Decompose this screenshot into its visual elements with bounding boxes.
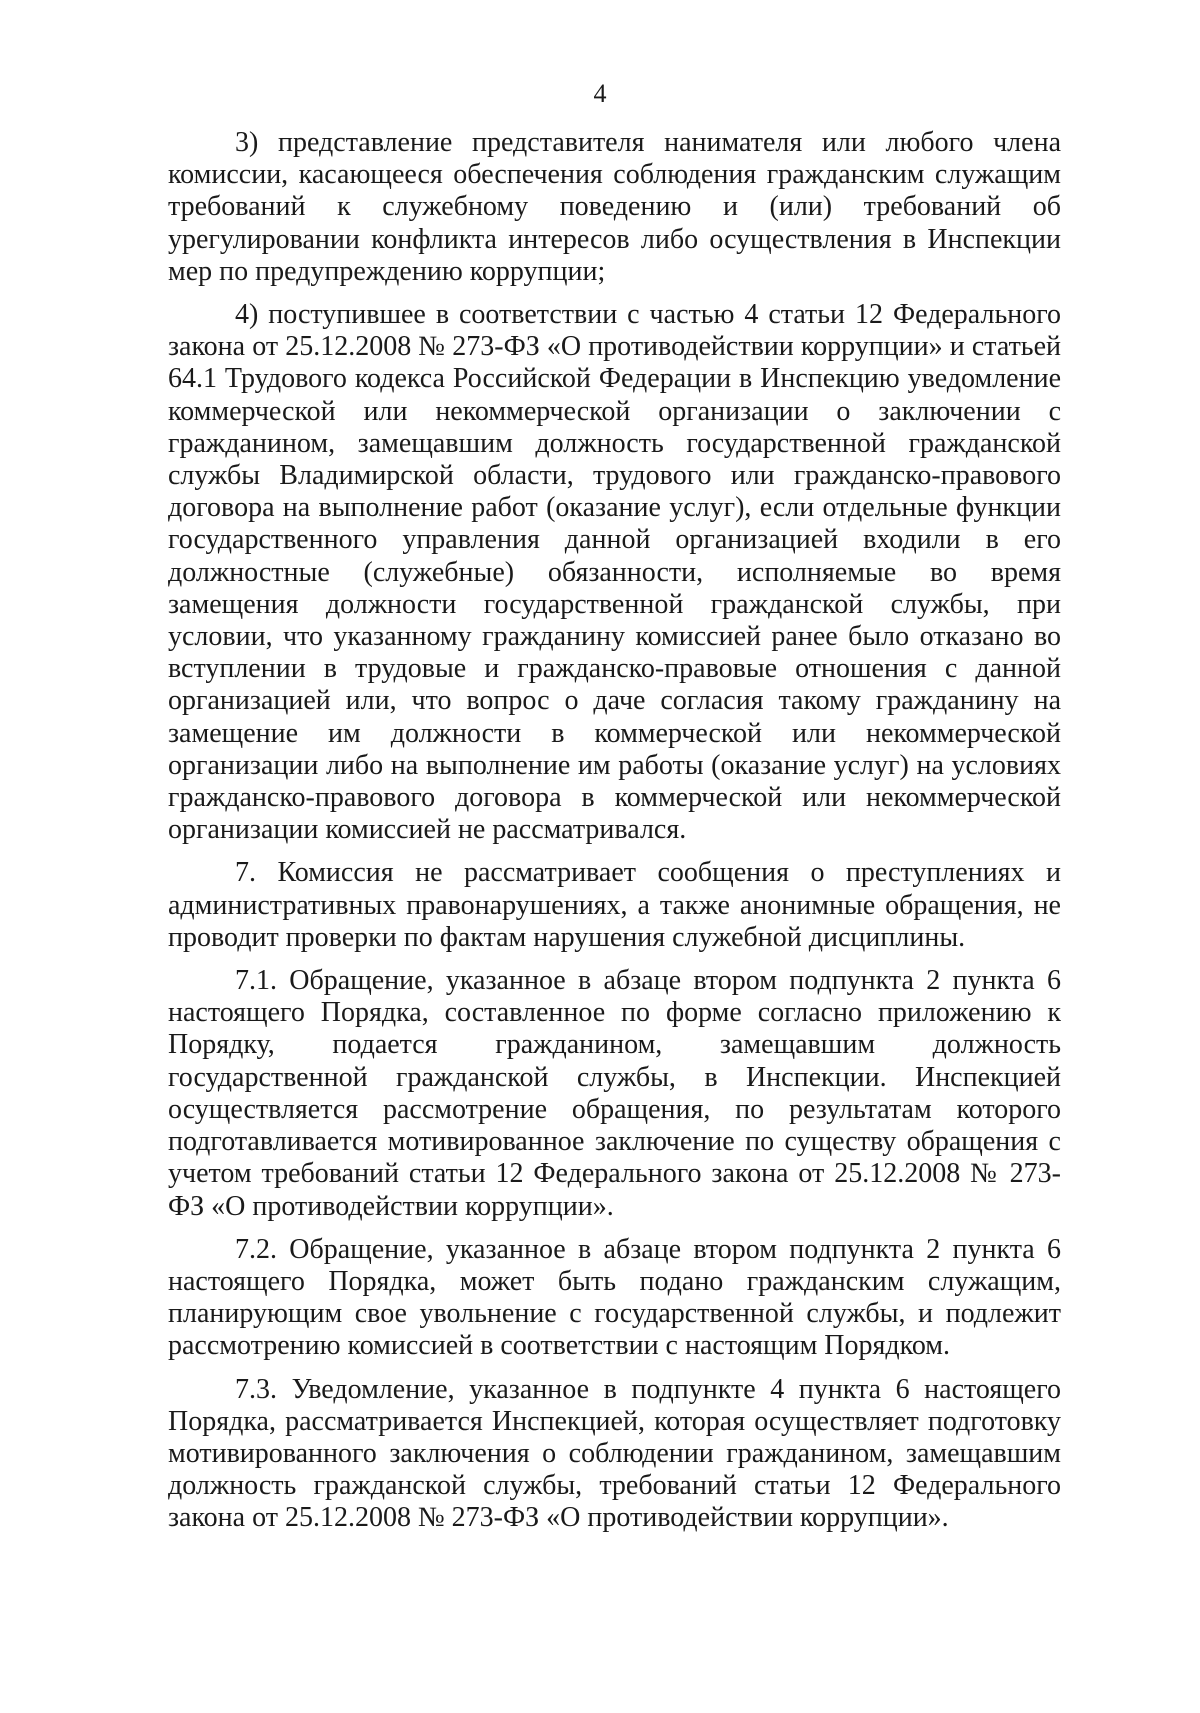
paragraph-item-3: 3) представление представителя нанимателя или любого члена комиссии, касающееся обеспечения соблюдения гражданским служащим требований к служебному поведению и (или) требований об урегулировании конфликта интересов либо осуществления в Инспекции мер по предупреждению коррупции; (168, 127, 1061, 287)
paragraph-clause-7-3: 7.3. Уведомление, указанное в подпункте 4 пункта 6 настоящего Порядка, рассматривается Инспекцией, которая осуществляет подготовку мотивированного заключения о соблюдении гражданином, замещавшим должность гражданской службы, требований статьи 12 Федерального закона от 25.12.2008 № 273-ФЗ «О противодействии коррупции». (168, 1373, 1061, 1534)
paragraph-item-4: 4) поступившее в соответствии с частью 4 статьи 12 Федерального закона от 25.12.2008 № 273-ФЗ «О противодействии коррупции» и статьей 64.1 Трудового кодекса Российской Федерации в Инспекцию уведомление коммерческой или некоммерческой организации о заключении с гражданином, замещавшим должность государственной гражданской службы Владимирской области, трудового или гражданско-правового договора на выполнение работ (оказание услуг), если отдельные функции государственного управления данной организацией входили в его должностные (служебные) обязанности, исполняемые во время замещения должности государственной гражданской службы, при условии, что указанному гражданину комиссией ранее было отказано во вступлении в трудовые и гражданско-правовые отношения с данной организацией или, что вопрос о даче согласия такому гражданину на замещение им должности в коммерческой или некоммерческой организации либо на выполнение им работы (оказание услуг) на условиях гражданско-правового договора в коммерческой или некоммерческой организации комиссией не рассматривался. (168, 299, 1061, 846)
paragraph-clause-7-2: 7.2. Обращение, указанное в абзаце втором подпункта 2 пункта 6 настоящего Порядка, может быть подано гражданским служащим, планирующим свое увольнение с государственной службы, и подлежит рассмотрению комиссией в соответствии с настоящим Порядком. (168, 1233, 1061, 1362)
page-number: 4 (593, 79, 607, 108)
document-body (168, 127, 1061, 1546)
paragraph-clause-7: 7. Комиссия не рассматривает сообщения о преступлениях и административных правонарушениях, а также анонимные обращения, не проводит проверки по фактам нарушения служебной дисциплины. (168, 857, 1061, 953)
paragraph-clause-7-1: 7.1. Обращение, указанное в абзаце втором подпункта 2 пункта 6 настоящего Порядка, составленное по форме согласно приложению к Порядку, подается гражданином, замещавшим должность государственной гражданской службы, в Инспекции. Инспекцией осуществляется рассмотрение обращения, по результатам которого подготавливается мотивированное заключение по существу обращения с учетом требований статьи 12 Федерального закона от 25.12.2008 № 273-ФЗ «О противодействии коррупции». (168, 965, 1061, 1222)
